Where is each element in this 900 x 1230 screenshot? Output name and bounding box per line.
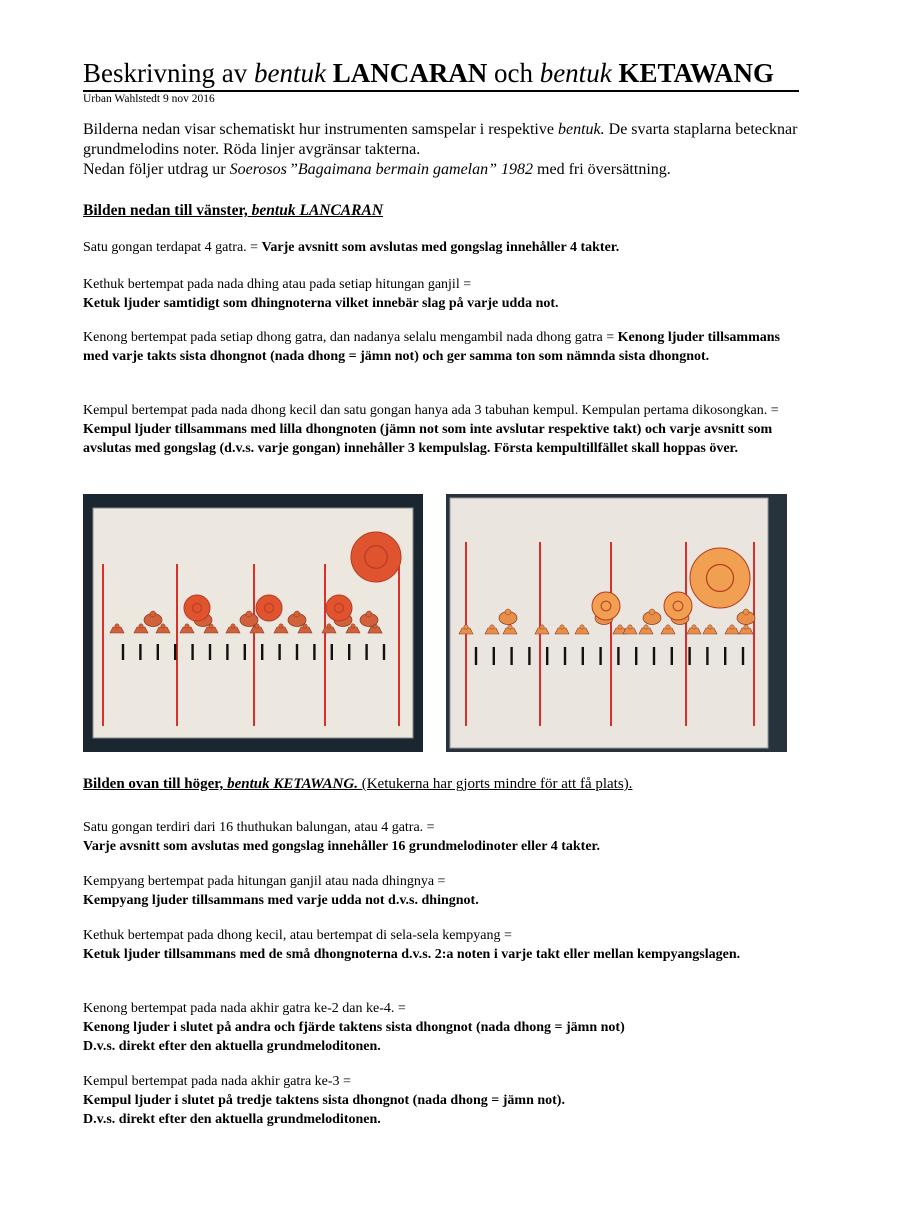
lancaran-heading [83,202,383,220]
ketuk-knob [490,625,494,629]
para-text: Kenong ljuder tillsammans med varje takts sista dhongnot (nada dhong = jämn not) och ger samma ton som nämnda sista dhongnot. [83,330,780,364]
para-text: D.v.s. direkt efter den aktuella grundmeloditonen. [83,1039,381,1054]
ketuk-knob [327,624,331,628]
ketuk-knob [628,625,632,629]
note-bar [475,647,477,665]
gong-circle [351,532,401,582]
note-bar [244,644,246,660]
ketawang-para-2 [83,872,803,910]
lancaran-para-3 [83,328,803,366]
ketuk-knob [464,625,468,629]
title-text: LANCARAN [332,58,488,88]
ketawang-para-1 [83,818,803,856]
para-text: Satu gongan terdiri dari 16 thuthukan balungan, atau 4 gatra. = [83,820,435,835]
ketuk-knob [666,625,670,629]
intro-text: ” [286,161,298,178]
ketuk-knob [139,624,143,628]
ketuk-knob [508,625,512,629]
kempul-circle [664,592,692,620]
note-bar [226,644,228,660]
ketuk-knob [279,624,283,628]
ketawang-diagram [446,494,787,752]
kenong-knob [366,611,372,617]
ketawang-para-3 [83,926,803,964]
para-text: Varje avsnitt som avslutas med gongslag innehåller 16 grundmelodinoter eller 4 takter. [83,839,600,854]
intro-text: ” 1982 [488,161,534,178]
note-bar [191,644,193,660]
gong-circle [690,548,750,608]
para-text: Kempyang ljuder tillsammans med varje udda not d.v.s. dhingnot. [83,893,479,908]
ketuk-knob [161,624,165,628]
note-bar [348,644,350,660]
kempul-circle [184,595,210,621]
kenong-knob [743,609,749,615]
note-bar [582,647,584,665]
kenong-knob [505,609,511,615]
lancaran-diagram [83,494,423,752]
note-bar [528,647,530,665]
intro-text: med fri översättning. [533,161,671,178]
title-text: KETAWANG [618,58,774,88]
note-bar [635,647,637,665]
title-text: bentuk [539,58,612,88]
note-bar [493,647,495,665]
para-text: Kenong bertempat pada setiap dhong gatra, dan nadanya selalu mengambil nada dhong gatra = [83,330,618,345]
note-bar [139,644,141,660]
heading-text: Bilden ovan till höger, [83,776,228,792]
kempul-circle [592,592,620,620]
note-bar [564,647,566,665]
note-bar [261,644,263,660]
ketuk-knob [730,625,734,629]
ketuk-knob [540,625,544,629]
para-text: Varje avsnitt som avslutas med gongslag innehåller 4 takter. [261,240,620,255]
intro-paragraph [83,120,803,180]
note-bar [706,647,708,665]
heading-text: bentuk KETAWANG. [227,776,358,792]
para-text: Ketuk ljuder samtidigt som dhingnoterna vilket innebär slag på varje udda not. [83,296,559,311]
ketuk-knob [708,625,712,629]
kenong-knob [649,609,655,615]
ketuk-knob [618,625,622,629]
ketawang-diagram-photo [446,494,787,752]
ketuk-knob [644,625,648,629]
para-text: Kempul bertempat pada nada akhir gatra ke-3 = [83,1074,351,1089]
heading-text: Bilden nedan till vänster, [83,202,252,219]
note-bar [296,644,298,660]
note-bar [365,644,367,660]
para-text: Kenong ljuder i slutet på andra och fjärde taktens sista dhongnot (nada dhong = jämn not) [83,1020,625,1035]
lancaran-diagram-photo [83,494,423,752]
title-text: bentuk [253,58,326,88]
lancaran-para-2 [83,275,803,313]
note-bar [510,647,512,665]
intro-text: Bilderna nedan visar schematiskt hur instrumenten samspelar i respektive [83,121,558,138]
intro-text: Nedan följer utdrag ur [83,161,230,178]
para-text: Ketuk ljuder tillsammans med de små dhongnoterna d.v.s. 2:a noten i varje takt eller mellan kempyangslagen. [83,947,741,962]
author-date: Urban Wahlstedt 9 nov 2016 [83,93,215,105]
kenong-knob [150,611,156,617]
note-bar [724,647,726,665]
lancaran-para-1 [83,238,803,257]
para-text: Kenong bertempat pada nada akhir gatra ke-2 dan ke-4. = [83,1001,406,1016]
intro-text: Soerosos [229,161,287,178]
ketawang-para-4 [83,999,803,1056]
note-bar [278,644,280,660]
note-bar [671,647,673,665]
heading-text: bentuk LANCARAN [251,202,384,219]
kempul-circle [326,595,352,621]
note-bar [383,644,385,660]
intro-text: bentuk. [557,121,605,138]
note-bar [653,647,655,665]
ketuk-knob [231,624,235,628]
note-bar [209,644,211,660]
note-bar [742,647,744,665]
ketuk-knob [744,625,748,629]
ketuk-knob [692,625,696,629]
ketuk-knob [351,624,355,628]
document-title [83,56,799,92]
para-text: Kempyang bertempat pada hitungan ganjil atau nada dhingnya = [83,874,446,889]
ketuk-knob [580,625,584,629]
kempul-circle [256,595,282,621]
note-bar [599,647,601,665]
para-text: Kethuk bertempat pada dhong kecil, atau bertempat di sela-sela kempyang = [83,928,512,943]
ketuk-knob [185,624,189,628]
note-bar [688,647,690,665]
kenong-knob [294,611,300,617]
heading-text: (Ketukerna har gjorts mindre för att få plats). [357,776,633,792]
kenong-knob [246,611,252,617]
note-bar [157,644,159,660]
ketuk-knob [560,625,564,629]
intro-text: De svarta staplarna betecknar grundmelodins noter. Röda linjer avgränsar takterna. [83,121,798,158]
note-bar [313,644,315,660]
para-text: Kempul ljuder i slutet på tredje taktens sista dhongnot (nada dhong = jämn not). [83,1093,565,1108]
title-text: Beskrivning av [83,58,254,88]
ketawang-para-5 [83,1072,803,1129]
note-bar [617,647,619,665]
ketawang-heading [83,776,632,793]
note-bar [122,644,124,660]
note-bar [331,644,333,660]
para-text: Satu gongan terdapat 4 gatra. = [83,240,262,255]
intro-text: Bagaimana bermain gamelan [297,161,489,178]
para-text: Kempul ljuder tillsammans med lilla dhongnoten (jämn not som inte avslutar respektive takt) och varje avsnitt som avslutas med gongslag (d.v.s. varje gongan) innehåller 3 kempulslag. Första kempultillfället skall hoppas över. [83,422,773,456]
title-text: och [487,58,540,88]
note-bar [174,644,176,660]
para-text: Kempul bertempat pada nada dhong kecil dan satu gongan hanya ada 3 tabuhan kempul. Kempulan pertama dikosongkan. = [83,403,779,418]
ketuk-knob [115,624,119,628]
lancaran-para-4 [83,401,803,458]
note-bar [546,647,548,665]
para-text: D.v.s. direkt efter den aktuella grundmeloditonen. [83,1112,381,1127]
para-text: Kethuk bertempat pada nada dhing atau pada setiap hitungan ganjil = [83,277,472,292]
